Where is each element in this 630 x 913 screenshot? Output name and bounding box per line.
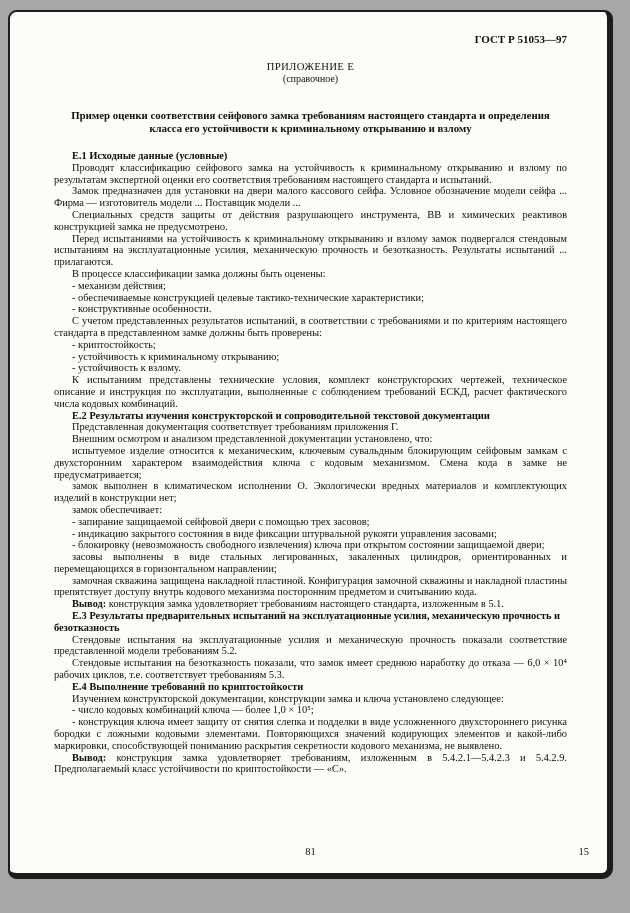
paragraph: Проводят классификацию сейфового замка на устойчивость к криминальному открыванию и взлому по результатам экспертной оценки его соответствия требованиям настоящего стандарта и испытаний.: [54, 162, 567, 186]
paragraph: замок выполнен в климатическом исполнении О. Экологически вредных материалов и комплектующих изделий в конструкции нет;: [54, 481, 567, 505]
document-title: Пример оценки соответствия сейфового замка требованиям настоящего стандарта и определения класса его устойчивости к криминальному открыванию и взлому: [71, 110, 550, 135]
paragraph: - конструкция ключа имеет защиту от снятия слепка и подделки в виде усложненного двухстороннего рисунка бородки с ложными кодовыми элементами. Повторяющихся значений кодирующих элементов и какой-либо маркировки, способствующей пониманию раскрытия секретности кодового механизма, не выявлено.: [54, 717, 567, 752]
paragraph: Перед испытаниями на устойчивость к криминальному открыванию и взлому замок подвергался стендовым испытаниям на эксплуатационные усилия, механическую прочность и безотказность. Результаты испытаний ... прилагаются.: [54, 233, 567, 269]
conclusion-paragraph: Вывод: конструкция замка удовлетворяет требованиям, изложенным в 5.4.2.1—5.4.2.3 и 5.4.2.9. Предполагаемый класс устойчивости по криптостойкости — «С».: [54, 752, 568, 776]
paragraph: - число кодовых комбинаций ключа — более 1,0 × 10⁵;: [72, 705, 314, 717]
paragraph: - устойчивость к криминальному открыванию;: [72, 351, 280, 363]
paragraph: - устойчивость к взлому.: [72, 363, 181, 375]
paragraph: - механизм действия;: [72, 280, 166, 292]
appendix-title: ПРИЛОЖЕНИЕ Е: [266, 62, 355, 73]
paragraph: Специальных средств защиты от действия разрушающего инструмента, ВВ и химических реактивов конструкцией замка не предусмотрено.: [54, 209, 567, 233]
paragraph: Стендовые испытания на безотказность показали, что замок имеет среднюю наработку до отказа — 6,0 × 10⁴ рабочих циклов, т.е. соответствует требованиям 5.3.: [54, 658, 567, 682]
paragraph: К испытаниям представлены технические условия, комплект конструкторских чертежей, техническое описание и инструкция по эксплуатации, выполненные с соблюдением требований ЕСКД, расчет фактического числа кодовых комбинаций.: [54, 375, 567, 410]
paragraph: - индикацию закрытого состояния в виде фиксации штурвальной рукояти управления засовами;: [72, 528, 497, 540]
paragraph: - обеспечиваемые конструкцией целевые тактико-технические характеристики;: [72, 292, 424, 304]
paragraph: испытуемое изделие относится к механическим, ключевым сувальдным блокирующим сейфовым замкам с двухсторонним характером взаимодействия ключа с кодовым механизмом. Смена кода в замке не предусматривается;: [54, 445, 567, 481]
section-heading: Е.2 Результаты изучения конструкторской и сопроводительной текстовой документации: [72, 410, 490, 422]
paragraph: - запирание защищаемой сейфовой двери с помощью трех засовов;: [72, 516, 370, 528]
paragraph: Стендовые испытания на эксплуатационные усилия и механическую прочность показали соответствие представленной модели требованиям 5.2.: [54, 634, 567, 658]
section-heading: Е.4 Выполнение требований по криптостойкости: [72, 681, 304, 693]
conclusion-label: Вывод:: [72, 599, 109, 611]
paragraph: - криптостойкость;: [72, 339, 156, 351]
conclusion-label: Вывод:: [72, 752, 117, 764]
section-heading: Е.1 Исходные данные (условные): [72, 151, 228, 162]
paragraph: замок обеспечивает:: [72, 504, 163, 516]
document-body: [54, 151, 567, 776]
section-heading: Е.3 Результаты предварительных испытаний на эксплуатационные усилия, механическую прочность и безотказность: [54, 611, 561, 634]
page-number-center: 81: [305, 847, 316, 858]
page-footer: [54, 847, 589, 861]
paragraph: замочная скважина защищена накладной пластиной. Конфигурация замочной скважины и накладной пластины препятствует доступу внутрь кодового механизма посторонним предметом и считыванию кода.: [54, 575, 567, 599]
paragraph: засовы выполнены в виде стальных легированных, закаленных цилиндров, ориентированных и перемещающихся в горизонтальном направлении;: [54, 552, 567, 575]
document-page: [8, 10, 613, 879]
paragraph: В процессе классификации замка должны быть оценены:: [72, 268, 326, 280]
paragraph: Изучением конструкторской документации, конструкции замка и ключа установлено следующее:: [72, 693, 504, 705]
standard-number: ГОСТ Р 51053—97: [474, 34, 567, 46]
paragraph: Внешним осмотром и анализом представленной документации установлено, что:: [72, 434, 433, 446]
paragraph: С учетом представленных результатов испытаний, в соответствии с требованиями и по критериям настоящего стандарта в представленном замке должны быть проверены:: [54, 316, 567, 339]
page-number-right: 15: [578, 847, 589, 858]
appendix-subtitle: (справочное): [282, 74, 339, 85]
paragraph: Замок предназначен для установки на двери малого кассового сейфа. Условное обозначение модели сейфа ... Фирма — изготовитель модели ... Поставщик модели ...: [54, 186, 567, 210]
paragraph: - конструктивные особенности.: [72, 304, 212, 316]
conclusion-paragraph: Вывод: конструкция замка удовлетворяет требованиям настоящего стандарта, изложенным в 5.1.: [72, 599, 504, 611]
paragraph: - блокировку (невозможность свободного извлечения) ключа при открытом состоянии защищаемой двери;: [72, 540, 545, 552]
paragraph: Представленная документация соответствует требованиям приложения Г.: [72, 422, 399, 434]
